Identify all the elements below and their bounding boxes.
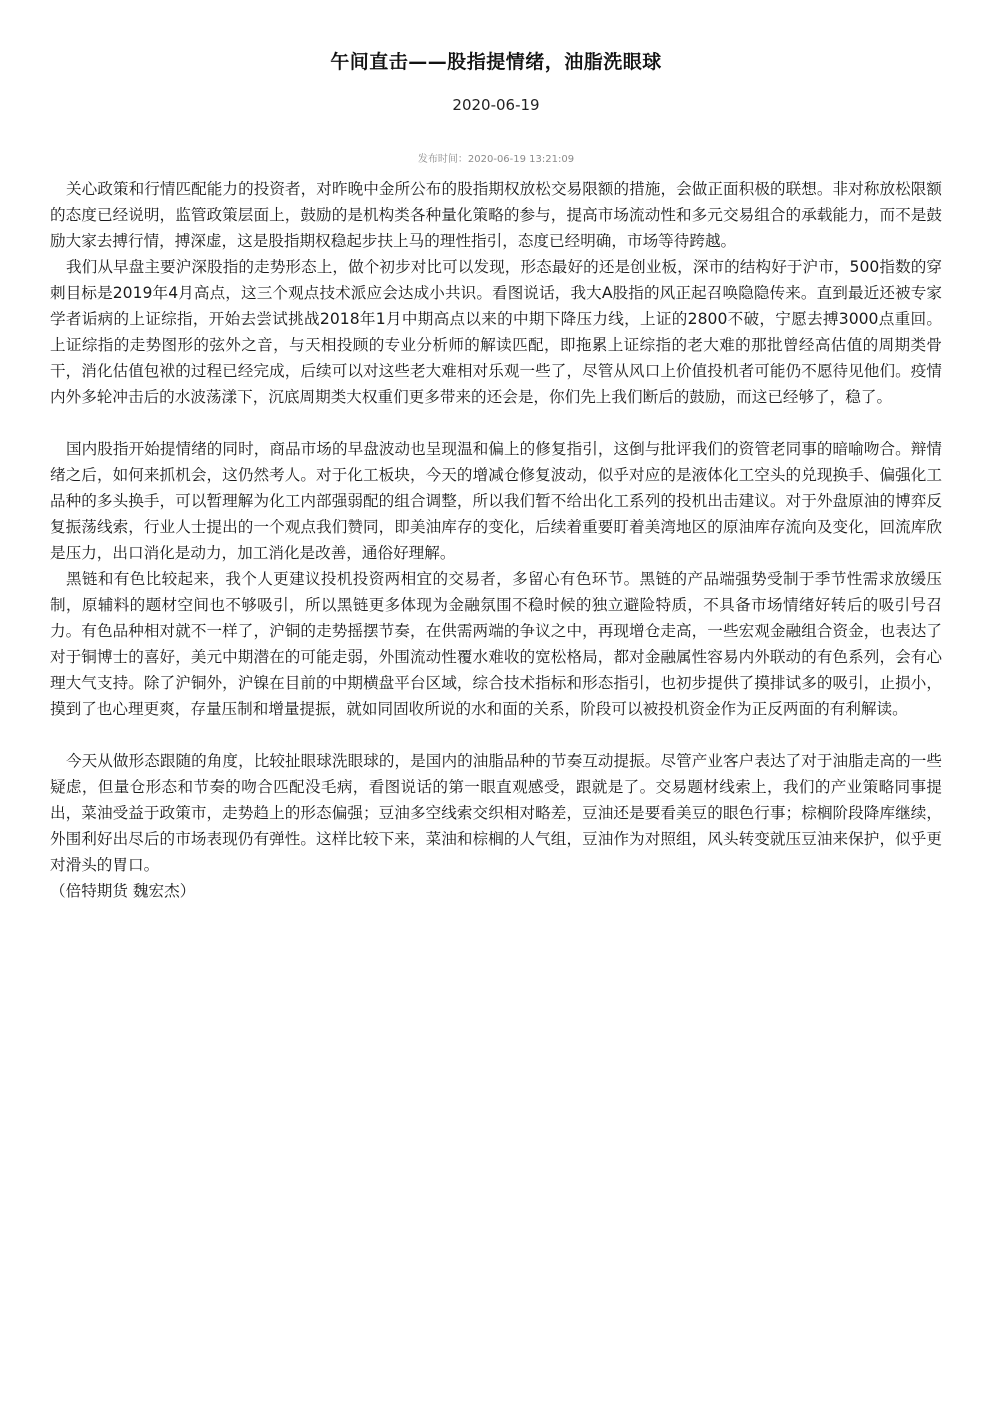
paragraph: 关心政策和行情匹配能力的投资者，对昨晚中金所公布的股指期权放松交易限额的措施，会做正面积极的联想。非对称放松限额的态度已经说明，监管政策层面上，鼓励的是机构类各种量化策略的参与，提高市场流动性和多元交易组合的承载能力，而不是鼓励大家去搏行情，搏深虚，这是股指期权稳起步扶上马的理性指引，态度已经明确，市场等待跨越。 bbox=[50, 180, 942, 250]
publish-time: 发布时间：2020-06-19 13:21:09 bbox=[417, 154, 575, 165]
paragraph: 我们从早盘主要沪深股指的走势形态上，做个初步对比可以发现，形态最好的还是创业板，深市的结构好于沪市，500指数的穿刺目标是2019年4月高点，这三个观点技术派应会达成小共识。看图说话，我大A股指的风正起召唤隐隐传来。直到最近还被专家学者诟病的上证综指，开始去尝试挑战2018年1月中期高点以来的中期下降压力线，上证的2800不破，宁愿去搏3000点重回。上证综指的走势图形的弦外之音，与天相投顾的专业分析师的解读匹配，即拖累上证综指的老大难的那批曾经高估值的周期类骨干，消化估值包袱的过程已经完成，后续可以对这些老大难相对乐观一些了，尽管从风口上价值投机者可能仍不愿待见他们。疫情内外多轮冲击后的水波荡漾下，沉底周期类大权重们更多带来的还会是，你们先上我们断后的鼓励，而这已经够了，稳了。 bbox=[50, 258, 942, 406]
paragraph: 国内股指开始提情绪的同时，商品市场的早盘波动也呈现温和偏上的修复指引，这倒与批评我们的资管老同事的暗喻吻合。辩情绪之后，如何来抓机会，这仍然考人。对于化工板块，今天的增减仓修复波动，似乎对应的是液体化工空头的兑现换手、偏强化工品种的多头换手，可以暂理解为化工内部强弱配的组合调整，所以我们暂不给出化工系列的投机出击建议。对于外盘原油的博弈反复振荡线索，行业人士提出的一个观点我们赞同，即美油库存的变化，后续着重要盯着美湾地区的原油库存流向及变化，回流库欣是压力，出口消化是动力，加工消化是改善，通俗好理解。 bbox=[50, 440, 942, 562]
article-body bbox=[50, 176, 942, 904]
article-title: 午间直击——股指提情绪，油脂洗眼球 bbox=[330, 51, 662, 73]
paragraph: 黑链和有色比较起来，我个人更建议投机投资两相宜的交易者，多留心有色环节。黑链的产品端强势受制于季节性需求放缓压制，原辅料的题材空间也不够吸引，所以黑链更多体现为金融氛围不稳时候的独立避险特质，不具备市场情绪好转后的吸引号召力。有色品种相对就不一样了，沪铜的走势摇摆节奏，在供需两端的争议之中，再现增仓走高，一些宏观金融组合资金，也表达了对于铜博士的喜好，美元中期潜在的可能走弱，外围流动性覆水难收的宽松格局，都对金融属性容易内外联动的有色系列，会有心理大气支持。除了沪铜外，沪镍在目前的中期横盘平台区域，综合技术指标和形态指引，也初步提供了摸排试多的吸引，止损小，摸到了也心理更爽，存量压制和增量提振，就如同固收所说的水和面的关系，阶段可以被投机资金作为正反两面的有利解读。 bbox=[50, 570, 942, 718]
paragraph: 今天从做形态跟随的角度，比较扯眼球洗眼球的，是国内的油脂品种的节奏互动提振。尽管产业客户表达了对于油脂走高的一些疑虑，但量仓形态和节奏的吻合匹配没毛病，看图说话的第一眼直观感受，跟就是了。交易题材线索上，我们的产业策略同事提出，菜油受益于政策市，走势趋上的形态偏强；豆油多空线索交织相对略差，豆油还是要看美豆的眼色行事；棕榈阶段降库继续，外围利好出尽后的市场表现仍有弹性。这样比较下来，菜油和棕榈的人气组，豆油作为对照组，风头转变就压豆油来保护，似乎更对滑头的胃口。 bbox=[50, 752, 942, 874]
article-date: 2020-06-19 bbox=[452, 96, 540, 114]
author-signature: （倍特期货 魏宏杰） bbox=[50, 882, 196, 900]
